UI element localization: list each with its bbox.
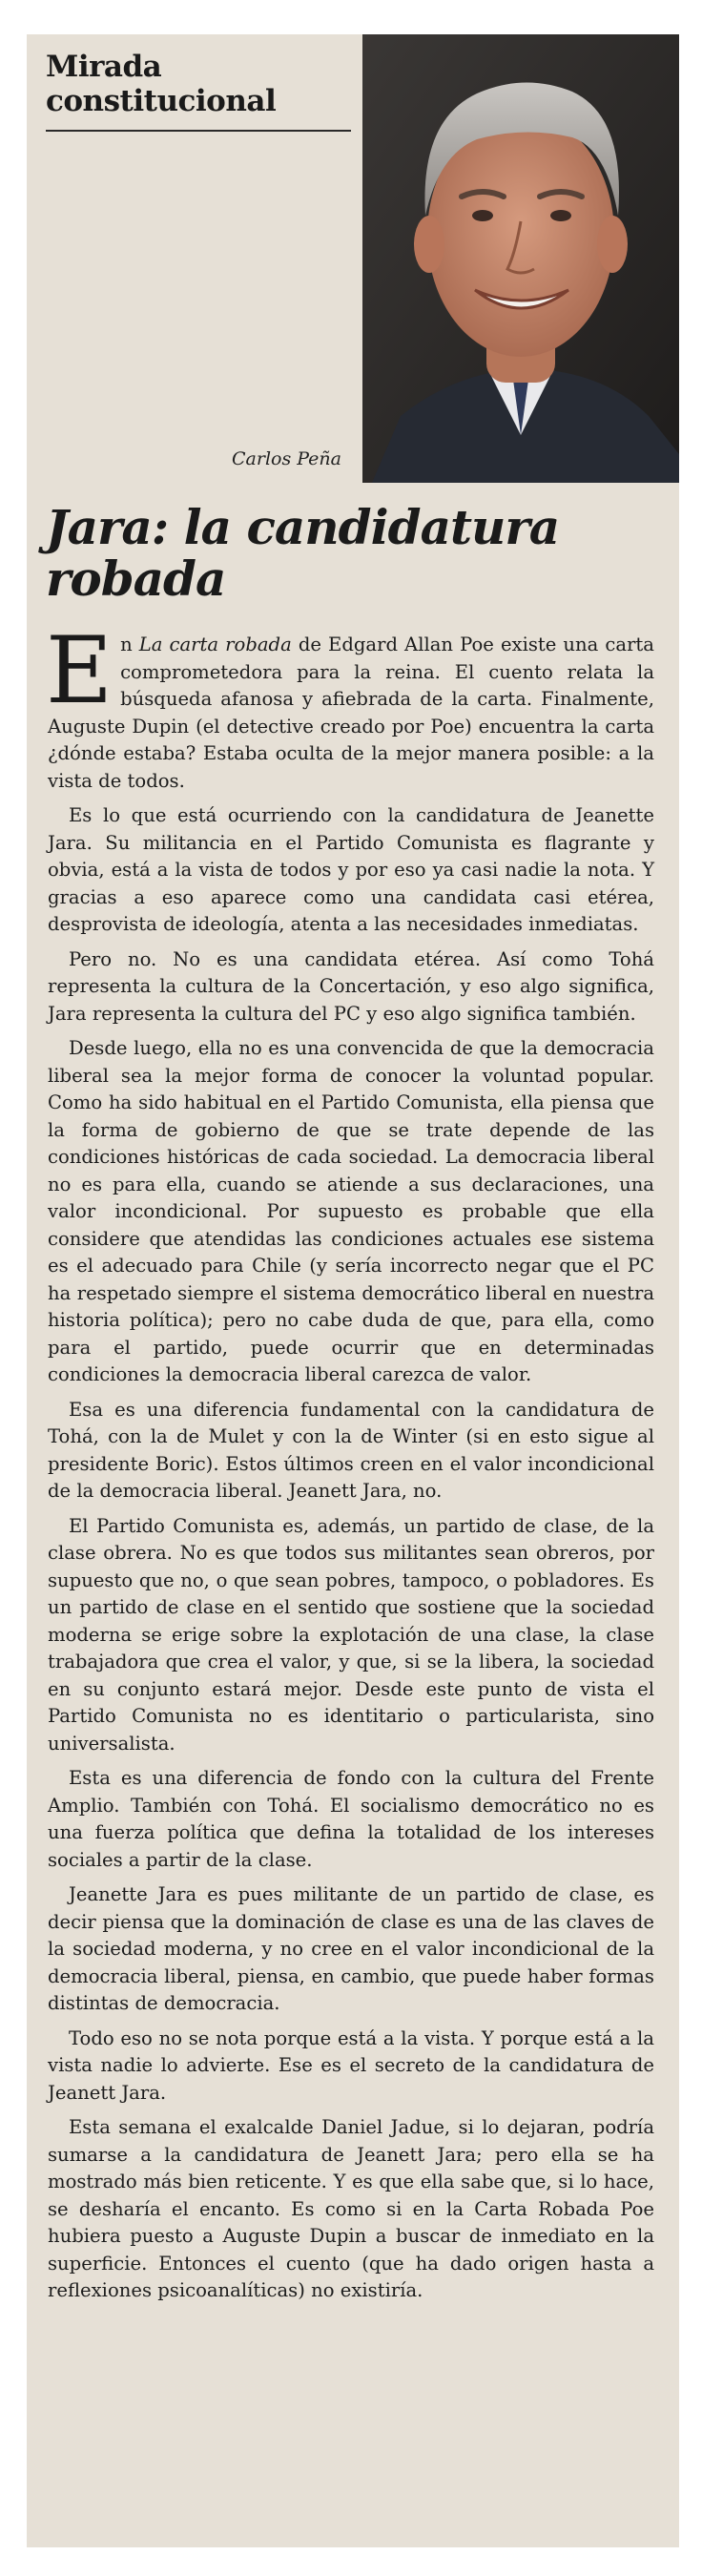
- section-title-line-1: Mirada: [46, 50, 162, 84]
- article-body: [46, 617, 654, 2305]
- author-name: Carlos Peña: [232, 448, 341, 469]
- section-title-rule: [46, 130, 351, 132]
- headline-line-1: Jara: la candidatura: [46, 499, 560, 555]
- paragraph-6: El Partido Comunista es, además, un partido de clase, de la clase obrera. No es que todos sus militantes sean obreros, por supuesto que no, o que sean pobres, tampoco, o pobladores. Es un partido de clase en el sentido que sostiene que la sociedad moderna se erige sobre la explotación de una clase, la clase trabajadora que crea el valor, y que, si se la libera, la sociedad en su conjunto estará mejor. Desde este punto de vista el Partido Comunista no es identitario o particularista, sino universalista.: [48, 1514, 654, 1755]
- column-header: [27, 34, 679, 483]
- paragraph-4: Desde luego, ella no es una convencida de que la democracia liberal sea la mejor forma de conocer la voluntad popular. Como ha sido habitual en el Partido Comunista, ella piensa que la forma de gobierno de que se trate depende de las condiciones históricas de cada sociedad. La democracia liberal no es para ella, cuando se atiende a sus declaraciones, una valor incondicional. Por supuesto es probable que ella considere que atendidas las condiciones actuales ese sistema es el adecuado para Chile (y sería incorrecto negar que el PC ha respetado siempre el sistema democrático liberal en nuestra historia política); pero no cabe duda de que, para ella, como para el partido, puede ocurrir que en determinadas condiciones la democracia liberal carezca de valor.: [48, 1037, 654, 1385]
- section-title-line-2: constitucional: [46, 84, 277, 118]
- drop-cap: E: [46, 617, 114, 724]
- story-title: La carta robada: [138, 634, 292, 655]
- paragraph-8: Jeanette Jara es pues militante de un partido de clase, es decir piensa que la dominación de clase es una de las claves de la sociedad moderna, y no cree en el valor incondicional de la democracia liberal, piensa, en cambio, que puede haber formas distintas de democracia.: [48, 1883, 654, 2014]
- headline: [46, 499, 660, 607]
- paragraph-1-start: n: [120, 634, 139, 655]
- paragraph-7: Esta es una diferencia de fondo con la cultura del Frente Amplio. También con Tohá. El socialismo democrático no es una fuerza política que defina la totalidad de los intereses sociales a partir de la clase.: [48, 1767, 654, 1871]
- author-portrait: [362, 34, 679, 483]
- newspaper-column: [27, 34, 679, 2547]
- paragraph-9: Todo eso no se nota porque está a la vista. Y porque está a la vista nadie lo advierte. Ese es el secreto de la candidatura de Jeanett Jara.: [48, 2026, 654, 2104]
- paragraph-2: Es lo que está ocurriendo con la candidatura de Jeanette Jara. Su militancia en el Partido Comunista es flagrante y obvia, está a la vista de todos y por eso ya casi nadie la nota. Y gracias a eso aparece como una candidata casi etérea, desprovista de ideología, atenta a las necesidades inmediatas.: [48, 804, 654, 935]
- author-portrait-illustration: [362, 34, 679, 483]
- paragraph-5: Esa es una diferencia fundamental con la candidatura de Tohá, con la de Mulet y con la de Winter (si en esto sigue al presidente Boric). Estos últimos creen en el valor incondicional de la democracia liberal. Jeanett Jara, no.: [48, 1398, 654, 1502]
- paragraph-1-rest: de Edgard Allan Poe existe una carta comprometedora para la reina. El cuento relata la búsqueda afanosa y afiebrada de la carta. Finalmente, Auguste Dupin (el detective creado por Poe) encuentra la carta ¿dónde estaba? Estaba oculta de la mejor manera posible: a la vista de todos.: [48, 634, 654, 792]
- paragraph-1: [46, 617, 654, 795]
- paragraph-10: Esta semana el exalcalde Daniel Jadue, si lo dejaran, podría sumarse a la candidatura de Jeanett Jara; pero ella se ha mostrado más bien reticente. Y es que ella sabe que, si lo hace, se desharía el encanto. Es como si en la Carta Robada Poe hubiera puesto a Auguste Dupin a buscar de inmediato en la superficie. Entonces el cuento (que ha dado origen hasta a reflexiones psicoanalíticas) no existiría.: [48, 2116, 654, 2301]
- paragraph-3: Pero no. No es una candidata etérea. Así como Tohá representa la cultura de la Concertación, y eso algo significa, Jara representa la cultura del PC y eso algo significa también.: [48, 947, 654, 1025]
- section-title: [46, 50, 276, 118]
- headline-line-2: robada: [46, 551, 226, 607]
